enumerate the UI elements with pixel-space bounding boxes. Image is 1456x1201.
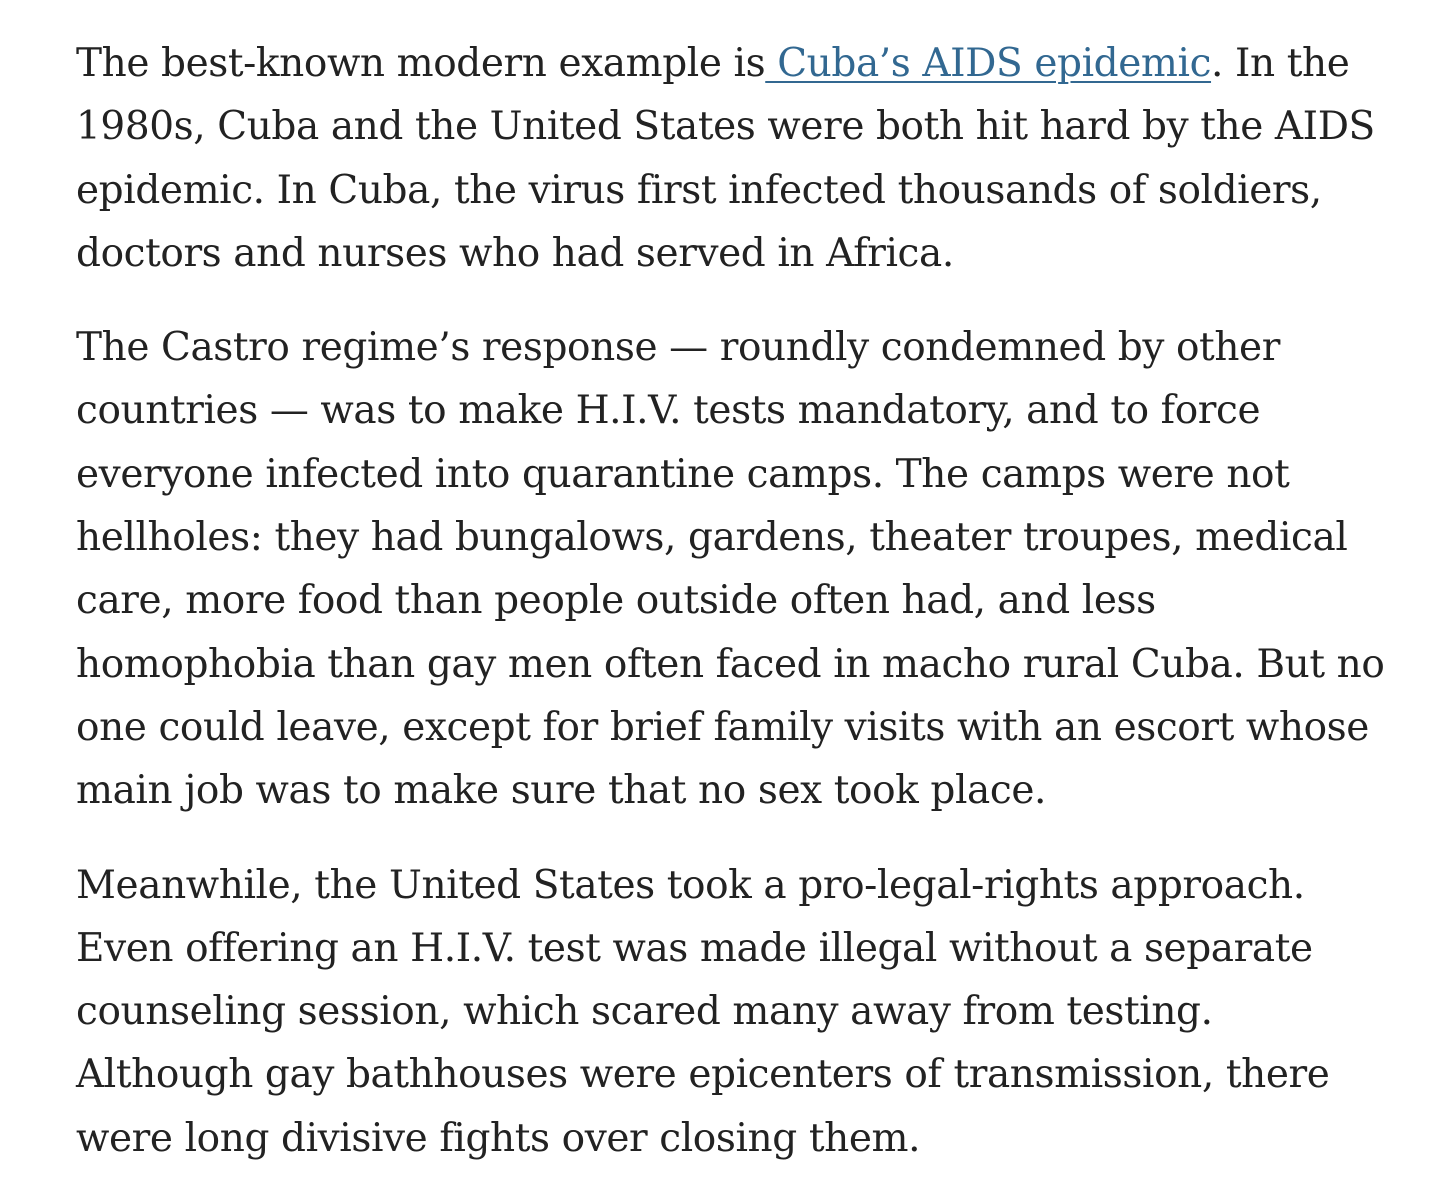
text-line (76, 32, 1376, 95)
paragraph-cuba-intro (76, 32, 1376, 285)
text-line: hellholes: they had bungalows, gardens, theater troupes, medical (76, 515, 1348, 561)
text-line: Meanwhile, the United States took a pro-legal-rights approach. (76, 862, 1305, 908)
text-line: everyone infected into quarantine camps. The camps were not (76, 451, 1290, 497)
text-line: main job was to make sure that no sex took place. (76, 768, 1047, 814)
text-line: care, more food than people outside often had, and less (76, 578, 1156, 624)
text-line: epidemic. In Cuba, the virus first infected thousands of soldiers, (76, 167, 1322, 213)
text-line: 1980s, Cuba and the United States were both hit hard by the AIDS (76, 104, 1375, 150)
text-line: homophobia than gay men often faced in macho rural Cuba. But no (76, 641, 1385, 687)
text-line: The Castro regime’s response — roundly condemned by other (76, 325, 1280, 371)
text-line: Although gay bathhouses were epicenters of transmission, there (76, 1052, 1330, 1098)
text-line: Even offering an H.I.V. test was made illegal without a separate (76, 925, 1313, 971)
text-line: were long divisive fights over closing them. (76, 1115, 921, 1161)
text-line: one could leave, except for brief family visits with an escort whose (76, 704, 1369, 750)
paragraph-us-approach (76, 854, 1376, 1170)
text-segment: The best-known modern example is (76, 41, 766, 86)
cuba-aids-epidemic-link[interactable]: Cuba’s AIDS epidemic (765, 41, 1212, 86)
article-body (76, 32, 1385, 1201)
text-line: doctors and nurses who had served in Africa. (76, 230, 954, 276)
text-line: counseling session, which scared many away from testing. (76, 989, 1213, 1035)
text-line: countries — was to make H.I.V. tests mandatory, and to force (76, 388, 1261, 434)
text-segment: . In the (1211, 41, 1350, 86)
paragraph-castro-response (76, 316, 1385, 822)
